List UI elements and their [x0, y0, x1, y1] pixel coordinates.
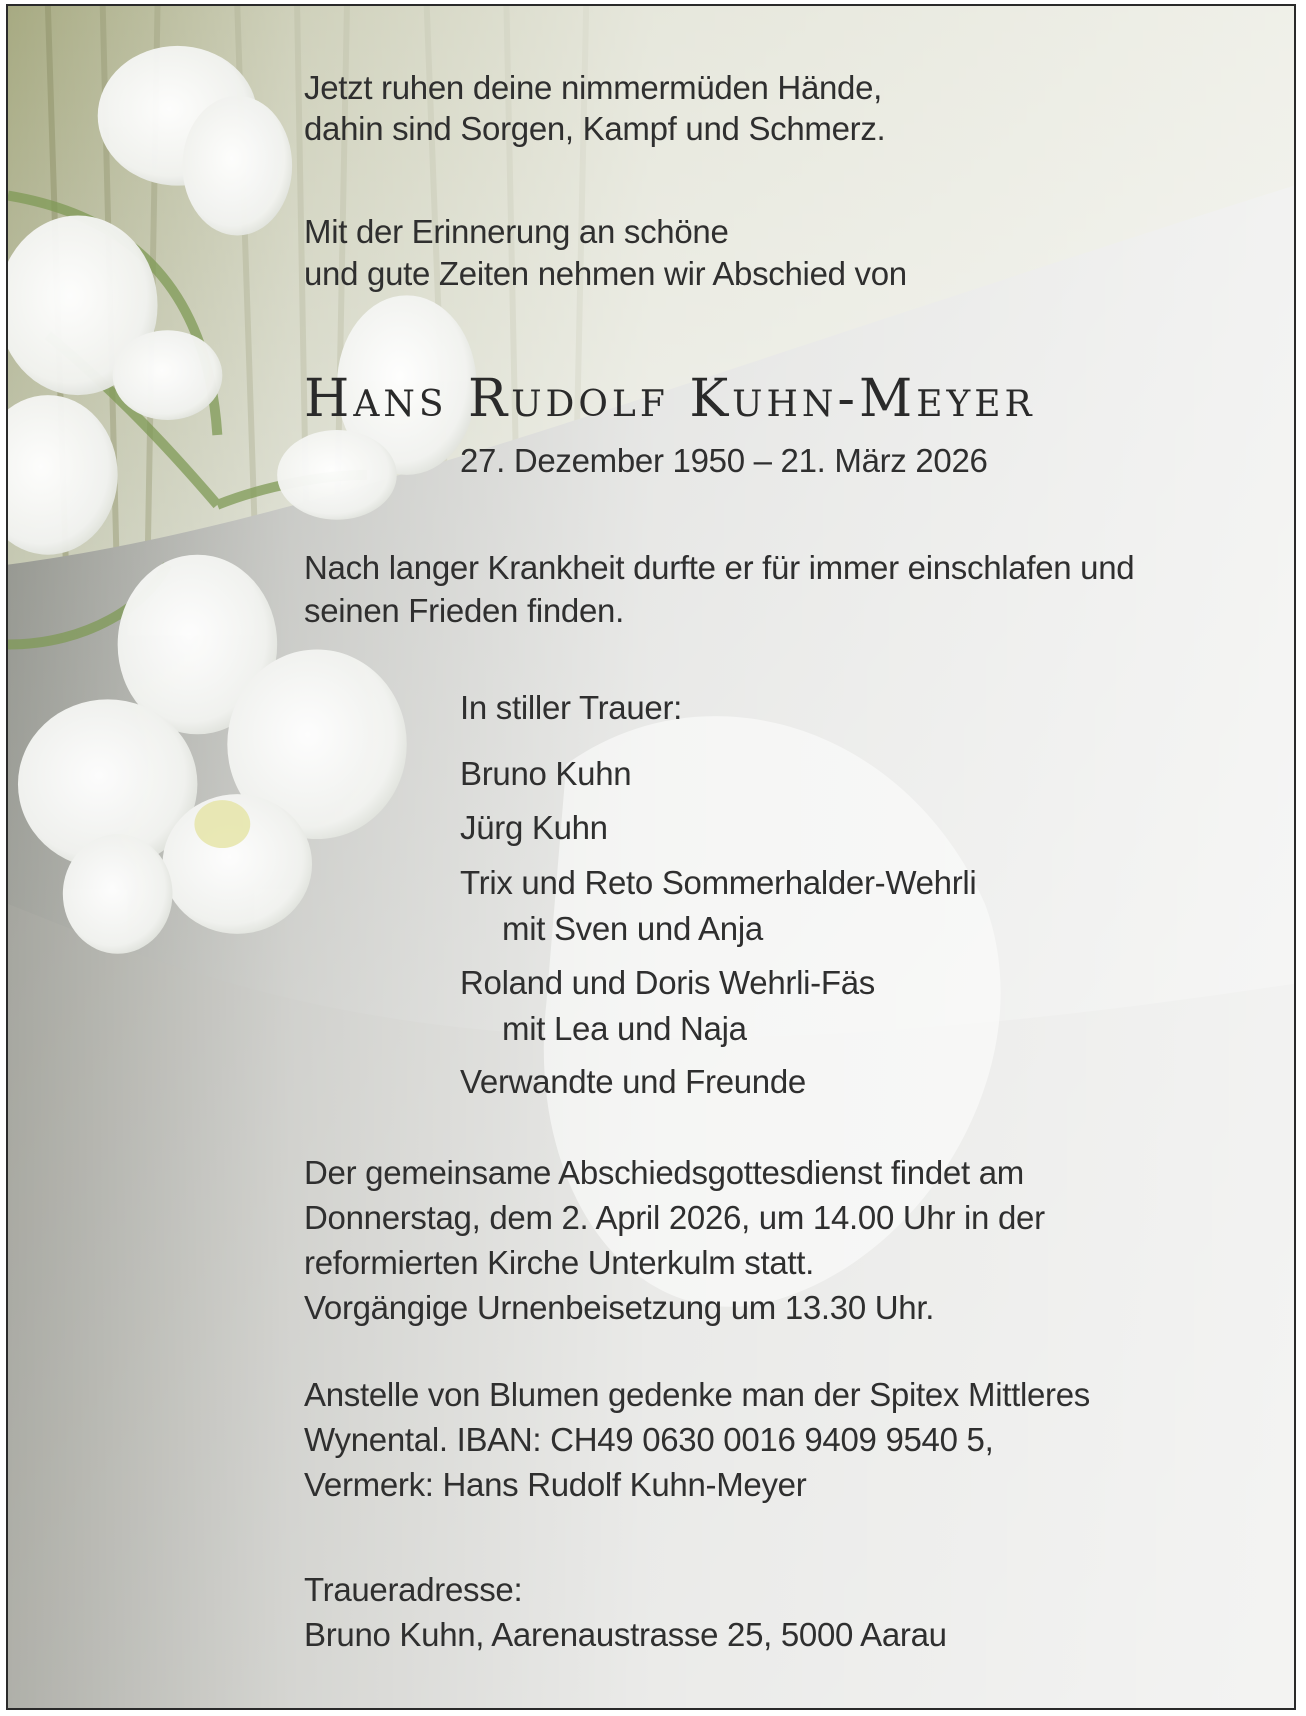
mourner-item: mit Lea und Naja	[502, 1010, 747, 1047]
donation-line-2: Wynental. IBAN: CH49 0630 0016 9409 9540 5,	[304, 1421, 994, 1458]
intro-line-2: und gute Zeiten nehmen wir Abschied von	[304, 255, 907, 292]
mourner-item: Bruno Kuhn	[460, 755, 632, 792]
mourners-heading: In stiller Trauer:	[460, 689, 683, 726]
mourner-item: Trix und Reto Sommerhalder-Wehrli	[460, 864, 977, 901]
life-dates: 27. Dezember 1950 – 21. März 2026	[460, 442, 988, 479]
service-line-1: Der gemeinsame Abschiedsgottesdienst findet am	[304, 1154, 1024, 1191]
verse-line-1: Jetzt ruhen deine nimmermüden Hände,	[304, 69, 883, 106]
intro-line-1: Mit der Erinnerung an schöne	[304, 213, 729, 250]
deceased-name: Hans Rudolf Kuhn-Meyer	[304, 369, 1036, 429]
donation-line-1: Anstelle von Blumen gedenke man der Spitex Mittleres	[304, 1376, 1090, 1413]
obituary-card	[6, 4, 1296, 1710]
donation-line-3: Vermerk: Hans Rudolf Kuhn-Meyer	[304, 1466, 807, 1503]
service-line-4: Vorgängige Urnenbeisetzung um 13.30 Uhr.	[304, 1289, 935, 1326]
notice-text	[8, 6, 1294, 1708]
service-line-3: reformierten Kirche Unterkulm statt.	[304, 1244, 815, 1281]
mourner-item: Verwandte und Freunde	[460, 1063, 806, 1100]
passing-line-1: Nach langer Krankheit durfte er für immer einschlafen und	[304, 549, 1135, 586]
mourner-item: Roland und Doris Wehrli-Fäs	[460, 964, 875, 1001]
mourner-item: Jürg Kuhn	[460, 809, 608, 846]
address-heading: Traueradresse:	[304, 1571, 523, 1608]
passing-line-2: seinen Frieden finden.	[304, 592, 624, 629]
mourner-item: mit Sven und Anja	[502, 910, 763, 947]
service-line-2: Donnerstag, dem 2. April 2026, um 14.00 Uhr in der	[304, 1199, 1045, 1236]
verse-line-2: dahin sind Sorgen, Kampf und Schmerz.	[304, 110, 886, 147]
address-line: Bruno Kuhn, Aarenaustrasse 25, 5000 Aarau	[304, 1616, 947, 1653]
